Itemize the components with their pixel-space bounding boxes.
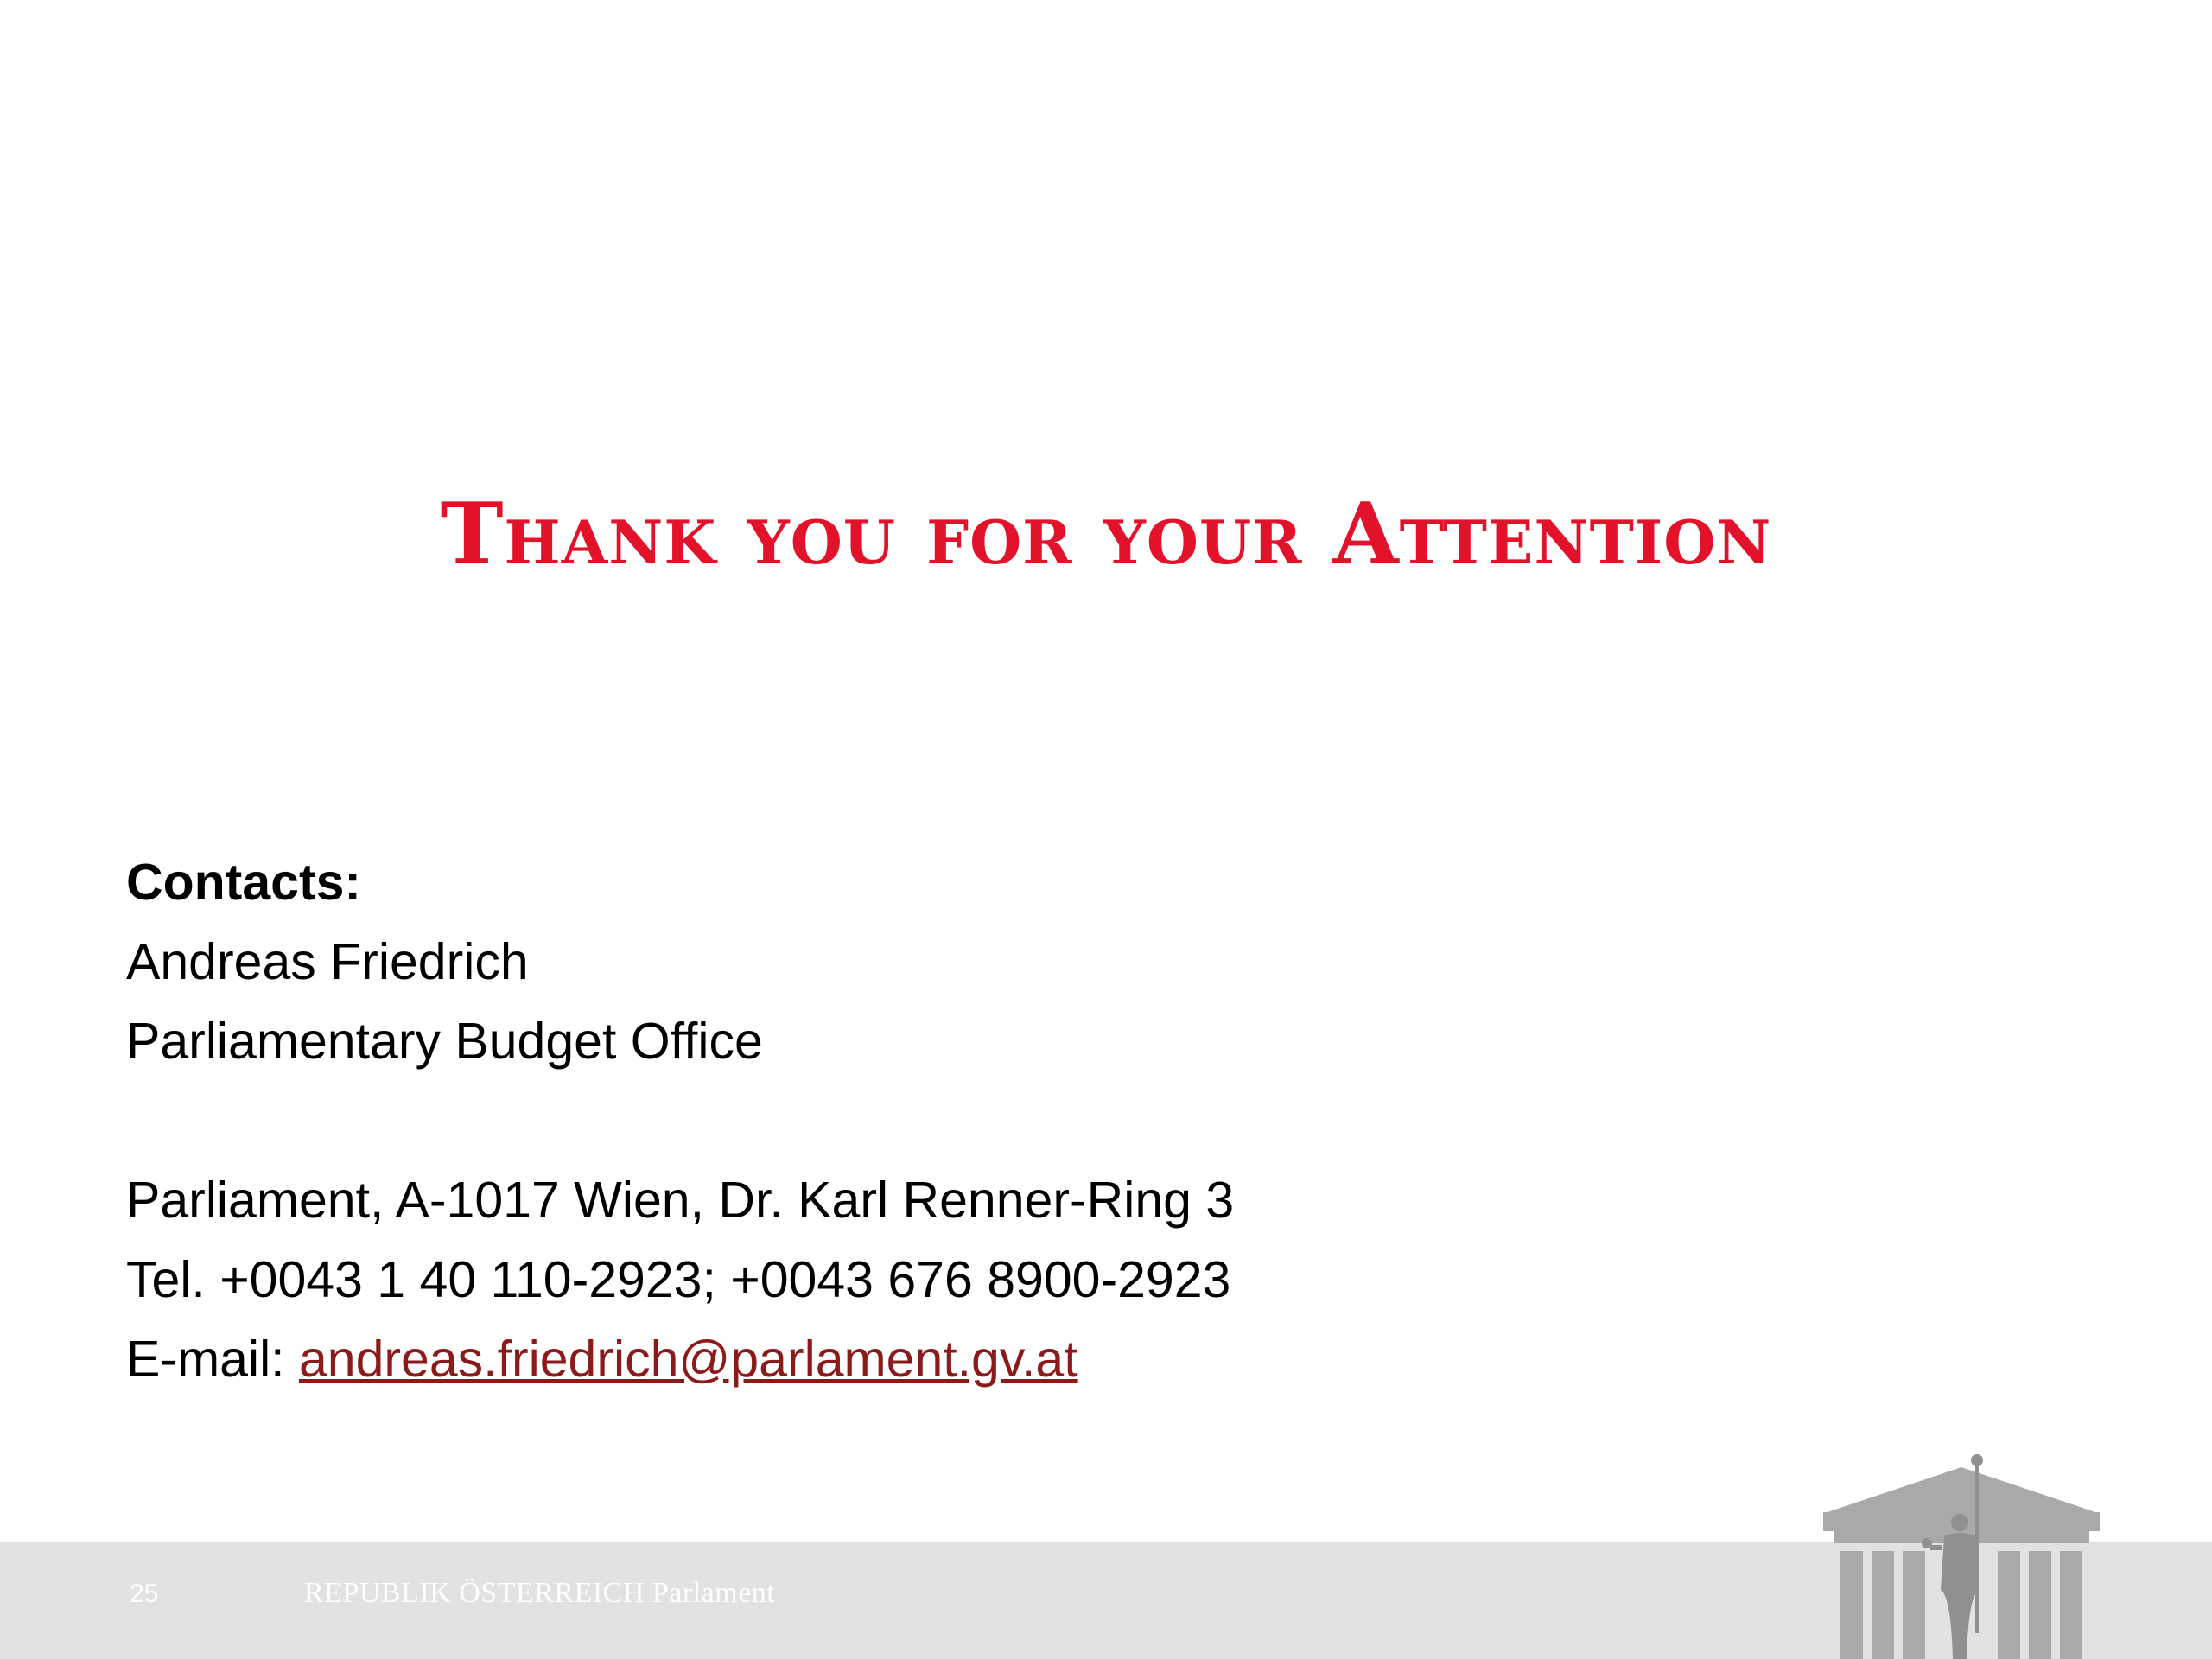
contact-office: Parliamentary Budget Office [126,1013,763,1070]
email-link[interactable]: andreas.friedrich@parlament.gv.at [298,1331,1078,1388]
parliament-building-icon [1815,1443,2108,1659]
contacts-block [126,842,1234,1399]
page-number: 25 [130,1580,159,1608]
slide-title: Thank you for your Attention [440,485,1772,584]
email-label: E-mail: [126,1331,299,1388]
spacer [126,1081,1234,1160]
contact-phone: Tel. +0043 1 40 110-2923; +0043 676 8900-2923 [126,1251,1231,1308]
contacts-heading: Contacts: [126,854,362,911]
contact-name: Andreas Friedrich [126,933,529,990]
contact-email-line [126,1319,1234,1399]
footer-text: REPUBLIK ÖSTERREICH Parlament [304,1577,776,1609]
contact-address: Parliament, A-1017 Wien, Dr. Karl Renner-Ring 3 [126,1172,1235,1229]
